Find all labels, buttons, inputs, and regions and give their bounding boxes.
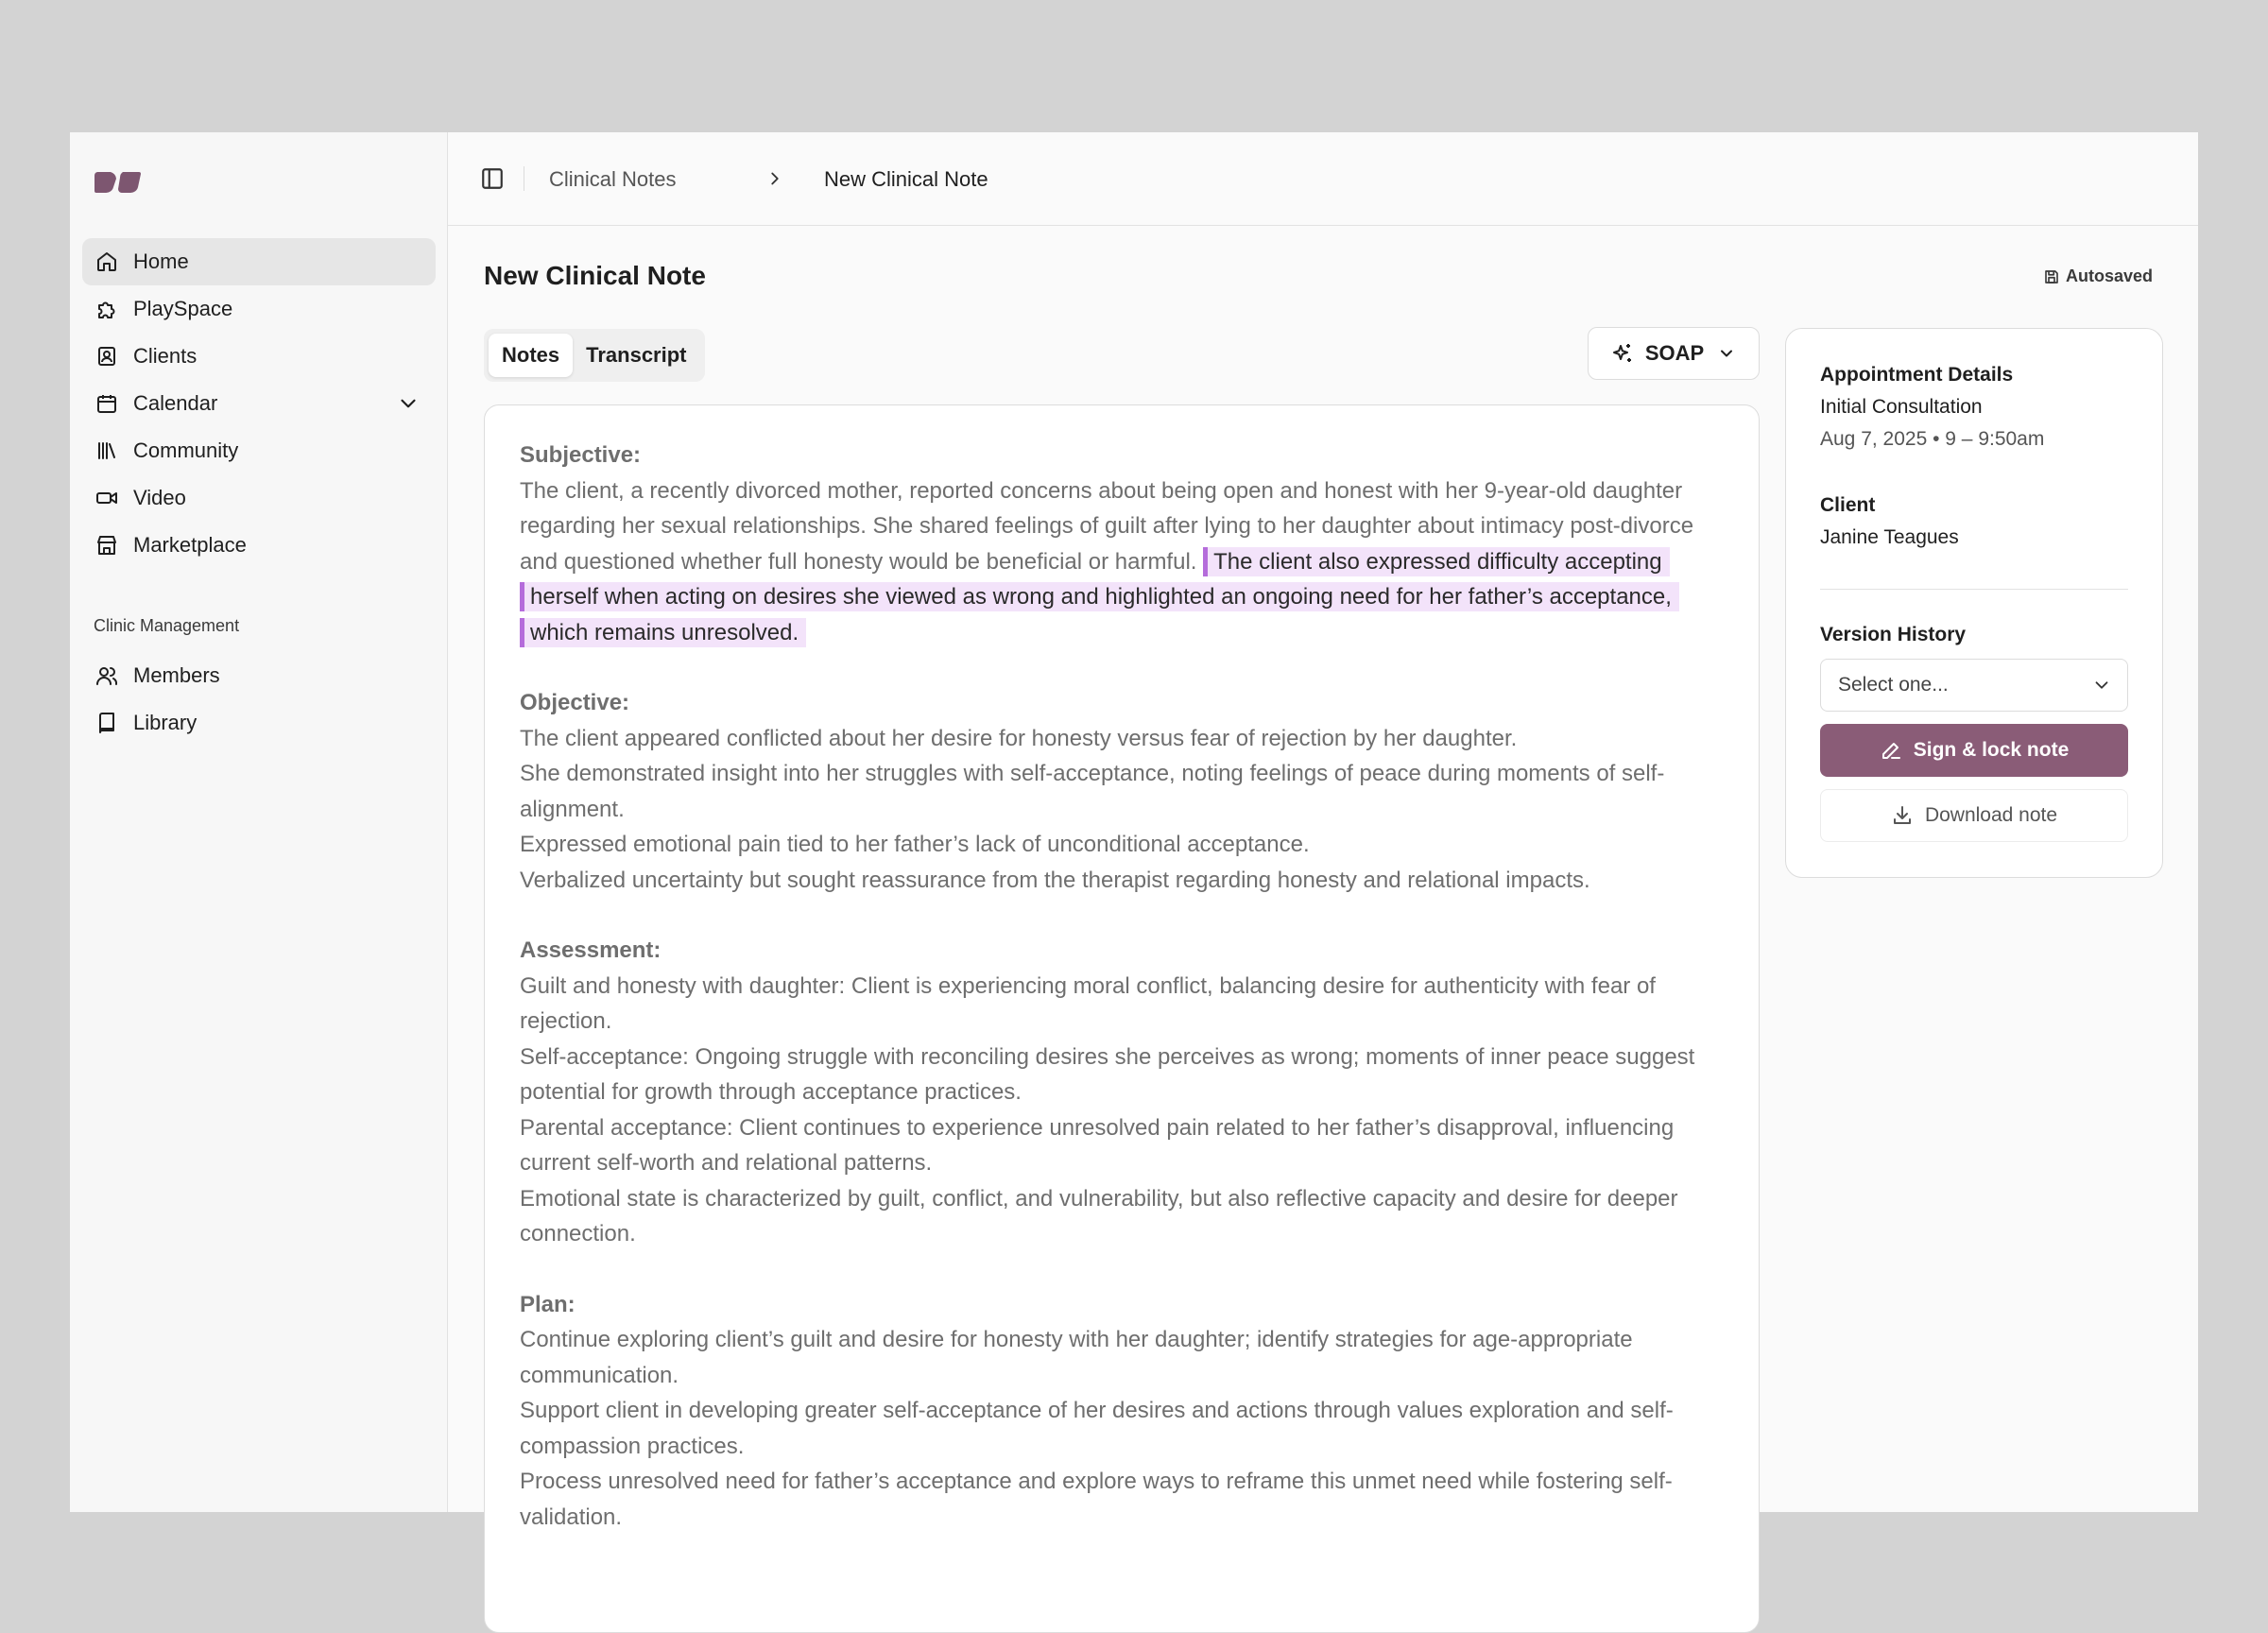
objective-section [520,685,1724,898]
highlighted-text[interactable]: The client also expressed difficulty accepting herself when acting on desires she viewed as wrong and highlighted an ongoing need for her father’s acceptance, which remains unresolved. [520,547,1679,647]
chevron-down-icon[interactable] [396,391,421,416]
contact-card-icon [94,344,119,369]
section-heading: Objective: [520,690,630,715]
section-line: Verbalized uncertainty but sought reassurance from the therapist regarding honesty and relational impacts. [520,867,1590,893]
section-line: Guilt and honesty with daughter: Client is experiencing moral conflict, balancing desire for authenticity with fear of rejection. [520,972,1656,1034]
appointment-time: Aug 7, 2025 • 9 – 9:50am [1820,428,2045,450]
section-line: Support client in developing greater self-acceptance of her desires and actions through values exploration and self-compassion practices. [520,1398,1674,1459]
sidebar-item-label: Home [133,249,189,273]
section-line: Emotional state is characterized by guilt, conflict, and vulnerability, but also reflective capacity and desire for deeper connection. [520,1185,1678,1246]
subjective-text: The client, a recently divorced mother, reported concerns about being open and honest with her 9-year-old daughter regarding her sexual relationships. She shared feelings of guilt after lying to her daughter about intimacy post-divorce and questioned whether full honesty would be beneficial or harmful. [520,477,1694,575]
users-icon [94,663,119,688]
management-nav [82,652,436,747]
sidebar-item-label: Library [133,711,198,734]
sidebar-item-community[interactable] [82,427,436,474]
section-heading: Subjective: [520,442,642,468]
sign-lock-button[interactable] [1820,724,2128,777]
section-text [520,473,1724,651]
autosave-status [2043,266,2153,286]
download-label: Download note [1924,804,2058,826]
video-camera-icon [94,486,119,510]
download-icon [1891,804,1914,827]
section-line: Process unresolved need for father’s acceptance and explore ways to reframe this unmet need while fostering self-validation. [520,1469,1673,1530]
library-books-icon [94,438,119,463]
puzzle-icon [94,297,119,321]
sidebar-item-clients[interactable] [82,333,436,380]
app-logo[interactable] [94,168,143,195]
top-bar [448,132,2198,226]
section-line: Self-acceptance: Ongoing struggle with reconciling desires she perceives as wrong; moments of inner peace suggest potential for growth through acceptance practices. [520,1043,1695,1105]
chevron-right-icon [765,168,785,189]
pen-icon [1880,739,1902,762]
section-line: Parental acceptance: Client continues to experience unresolved pain related to her father’s disapproval, influencing current self-worth and relational patterns. [520,1114,1675,1176]
client-label: Client [1820,494,1876,516]
client-name: Janine Teagues [1820,526,1959,548]
download-note-button[interactable] [1820,789,2128,842]
sidebar-item-video[interactable] [82,474,436,522]
page-title: New Clinical Note [484,261,706,290]
section-label: Clinic Management [94,616,240,635]
divider [1820,589,2128,590]
sidebar-item-label: PlaySpace [133,297,233,320]
section-line: Expressed emotional pain tied to her father’s lack of unconditional acceptance. [520,832,1310,857]
sidebar-item-label: Members [133,663,220,687]
section-heading: Assessment: [520,937,662,963]
subjective-section [520,438,1724,650]
chevron-down-icon [2091,675,2112,696]
section-line: She demonstrated insight into her struggles with self-acceptance, noting feelings of peace during moments of self-alignment. [520,761,1665,822]
sidebar-item-label: Calendar [133,391,218,415]
sidebar-item-library[interactable] [82,699,436,747]
appointment-type: Initial Consultation [1820,396,1983,418]
sidebar-toggle-icon[interactable] [480,166,505,191]
section-line: The client appeared conflicted about her desire for honesty versus fear of rejection by her daughter. [520,725,1518,751]
view-tabs [484,329,705,382]
calendar-icon [94,391,119,416]
section-heading: Plan: [520,1291,576,1317]
breadcrumb-current: New Clinical Note [824,167,988,191]
version-history-label: Version History [1820,624,1967,645]
sidebar [70,132,448,1512]
sidebar-item-label: Video [133,486,186,509]
section-line: Continue exploring client’s guilt and desire for honesty with her daughter; identify strategies for age-appropriate communication. [520,1327,1633,1388]
sidebar-item-label: Marketplace [133,533,247,557]
template-select-button[interactable] [1588,327,1760,380]
appointment-panel [1785,328,2163,878]
autosave-label: Autosaved [2065,266,2153,285]
book-icon [94,711,119,735]
tab-notes[interactable]: Notes [489,334,573,377]
sidebar-item-marketplace[interactable] [82,522,436,569]
note-editor[interactable] [484,404,1760,1633]
version-history-select[interactable] [1820,659,2128,712]
tab-transcript[interactable]: Transcript [586,343,687,367]
template-label: SOAP [1644,341,1705,365]
sidebar-item-members[interactable] [82,652,436,699]
sidebar-item-playspace[interactable] [82,285,436,333]
store-icon [94,533,119,558]
home-icon [94,249,119,274]
appointment-details-label: Appointment Details [1820,364,2014,386]
sidebar-item-home[interactable] [82,238,436,285]
sidebar-item-label: Clients [133,344,198,368]
save-icon [2043,268,2060,285]
sign-lock-label: Sign & lock note [1913,739,2070,761]
breadcrumb-parent[interactable]: Clinical Notes [549,167,677,191]
main-nav [82,238,436,569]
sidebar-item-label: Community [133,438,239,462]
chevron-down-icon [1717,344,1736,363]
plan-section [520,1287,1724,1536]
sparkles-icon [1611,342,1634,365]
sidebar-item-calendar[interactable] [82,380,436,427]
select-placeholder: Select one... [1838,674,1949,696]
app-window [70,132,2198,1530]
assessment-section [520,933,1724,1252]
